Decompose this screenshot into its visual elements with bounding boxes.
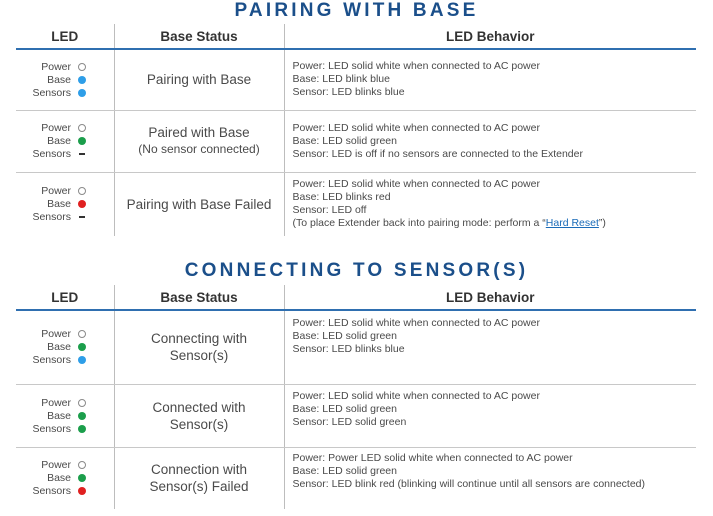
led-power bbox=[16, 459, 86, 472]
led-power bbox=[16, 328, 86, 341]
behavior-line: Power: LED solid white when connected to AC power bbox=[292, 121, 540, 134]
led-sensors-label: Sensors bbox=[32, 422, 71, 435]
behavior-line: Base: LED solid green bbox=[292, 330, 397, 342]
led-blue-icon bbox=[78, 76, 86, 84]
behavior-line: Sensor: LED blinks blue bbox=[292, 343, 405, 355]
header-led: LED bbox=[16, 285, 114, 310]
table-header-row bbox=[16, 24, 696, 49]
behavior-note bbox=[293, 217, 697, 230]
led-base-label: Base bbox=[47, 73, 71, 86]
behavior-line: Base: LED solid green bbox=[292, 464, 397, 477]
led-cell bbox=[16, 172, 114, 236]
status-cell bbox=[114, 110, 284, 172]
section-title-connecting: CONNECTING TO SENSOR(S) bbox=[184, 260, 529, 281]
led-power-label: Power bbox=[41, 328, 71, 341]
led-blue-icon bbox=[78, 89, 86, 97]
led-list bbox=[16, 60, 96, 99]
status-subtext: Sensor(s) bbox=[169, 416, 229, 432]
led-base bbox=[16, 341, 86, 354]
status-text: Connected with bbox=[152, 399, 246, 415]
behavior-line: Power: Power LED solid white when connected to AC power bbox=[292, 451, 573, 464]
led-power bbox=[16, 122, 86, 135]
led-white-icon bbox=[78, 187, 86, 195]
status-text: Pairing with Base bbox=[146, 72, 252, 88]
behavior-cell bbox=[284, 172, 696, 236]
led-sensors bbox=[16, 211, 86, 224]
behavior-cell bbox=[284, 49, 696, 110]
behavior-line: Power: LED solid white when connected to AC power bbox=[292, 60, 540, 73]
led-power-label: Power bbox=[41, 459, 71, 472]
led-power-label: Power bbox=[41, 185, 71, 198]
led-base bbox=[16, 409, 86, 422]
table-row bbox=[16, 384, 696, 447]
status-cell bbox=[114, 447, 284, 509]
led-cell bbox=[16, 310, 114, 384]
header-led: LED bbox=[16, 24, 114, 49]
status-cell bbox=[114, 310, 284, 384]
led-power bbox=[16, 185, 86, 198]
status-subtext: Sensor(s) Failed bbox=[149, 479, 249, 495]
behavior-line: Sensor: LED solid green bbox=[292, 415, 407, 428]
led-sensors-label: Sensors bbox=[32, 211, 71, 224]
led-green-icon bbox=[78, 425, 86, 433]
behavior-cell bbox=[284, 110, 696, 172]
behavior-line: Base: LED blinks red bbox=[292, 191, 391, 204]
led-list bbox=[16, 122, 96, 161]
led-off-dash-icon bbox=[79, 216, 85, 218]
led-base-label: Base bbox=[47, 341, 71, 354]
header-behavior: LED Behavior bbox=[284, 24, 696, 49]
connecting-table bbox=[16, 285, 696, 509]
led-power-label: Power bbox=[41, 60, 71, 73]
led-white-icon bbox=[78, 399, 86, 407]
behavior-line: Sensor: LED off bbox=[292, 204, 367, 217]
led-power bbox=[16, 60, 86, 73]
led-power bbox=[16, 396, 86, 409]
led-base bbox=[16, 198, 86, 211]
led-base bbox=[16, 472, 86, 485]
table-row bbox=[16, 310, 696, 384]
pairing-table bbox=[16, 24, 696, 236]
led-base-label: Base bbox=[47, 409, 71, 422]
led-base bbox=[16, 73, 86, 86]
behavior-cell bbox=[284, 384, 696, 447]
behavior-line: Power: LED solid white when connected to AC power bbox=[292, 389, 540, 402]
behavior-line: Base: LED solid green bbox=[292, 134, 397, 147]
status-cell bbox=[114, 172, 284, 236]
behavior-line: Base: LED blink blue bbox=[292, 73, 390, 86]
header-status: Base Status bbox=[114, 285, 284, 310]
led-cell bbox=[16, 384, 114, 447]
led-base-label: Base bbox=[47, 135, 71, 147]
behavior-line: Sensor: LED blink red (blinking will continue until all sensors are connected) bbox=[292, 477, 646, 490]
note-suffix: ”) bbox=[598, 217, 606, 230]
led-white-icon bbox=[78, 461, 86, 469]
status-text: Pairing with Base Failed bbox=[126, 196, 272, 212]
status-cell bbox=[114, 384, 284, 447]
led-cell bbox=[16, 110, 114, 172]
led-sensors-label: Sensors bbox=[32, 354, 71, 367]
led-blue-icon bbox=[78, 356, 86, 364]
behavior-line: Power: LED solid white when connected to AC power bbox=[292, 178, 540, 191]
led-green-icon bbox=[78, 343, 86, 351]
header-status: Base Status bbox=[114, 24, 284, 49]
table-row bbox=[16, 447, 696, 509]
led-list bbox=[16, 185, 96, 224]
status-text: Connecting with bbox=[150, 331, 248, 347]
led-cell bbox=[16, 447, 114, 509]
status-subtext: Sensor(s) bbox=[169, 348, 229, 364]
led-sensors bbox=[16, 354, 86, 367]
led-sensors-label: Sensors bbox=[32, 148, 71, 160]
led-list bbox=[16, 396, 96, 435]
led-power-label: Power bbox=[41, 396, 71, 409]
led-base bbox=[16, 135, 86, 148]
hard-reset-link[interactable]: Hard Reset bbox=[545, 217, 599, 230]
led-base-label: Base bbox=[47, 198, 71, 211]
note-prefix: (To place Extender back into pairing mode: perform a “ bbox=[292, 217, 546, 230]
behavior-line: Sensor: LED is off if no sensors are connected to the Extender bbox=[292, 147, 583, 160]
status-cell bbox=[114, 49, 284, 110]
led-green-icon bbox=[78, 474, 86, 482]
table-header-row bbox=[16, 285, 696, 310]
behavior-line: Base: LED solid green bbox=[292, 402, 397, 415]
led-red-icon bbox=[78, 200, 86, 208]
led-sensors bbox=[16, 422, 86, 435]
led-green-icon bbox=[78, 137, 86, 145]
led-sensors bbox=[16, 485, 86, 498]
led-base-label: Base bbox=[47, 472, 71, 485]
table-row bbox=[16, 172, 696, 236]
led-cell bbox=[16, 49, 114, 110]
led-list bbox=[16, 459, 96, 498]
led-white-icon bbox=[78, 330, 86, 338]
status-text: Paired with Base bbox=[148, 125, 250, 140]
led-sensors-label: Sensors bbox=[32, 485, 71, 498]
behavior-line: Sensor: LED blinks blue bbox=[292, 86, 405, 99]
header-behavior: LED Behavior bbox=[284, 285, 696, 310]
status-subtext: (No sensor connected) bbox=[138, 142, 260, 156]
led-off-dash-icon bbox=[79, 153, 85, 155]
led-red-icon bbox=[78, 487, 86, 495]
led-green-icon bbox=[78, 412, 86, 420]
led-sensors bbox=[16, 148, 86, 161]
table-row bbox=[16, 110, 696, 172]
led-white-icon bbox=[78, 63, 86, 71]
led-list bbox=[16, 328, 96, 367]
led-sensors-label: Sensors bbox=[32, 86, 71, 99]
led-power-label: Power bbox=[41, 122, 71, 134]
behavior-cell bbox=[284, 310, 696, 384]
status-text: Connection with bbox=[150, 462, 248, 478]
behavior-line: Power: LED solid white when connected to AC power bbox=[292, 317, 540, 329]
behavior-cell bbox=[284, 447, 696, 509]
section-title-pairing: PAIRING WITH BASE bbox=[234, 0, 479, 21]
table-row bbox=[16, 49, 696, 110]
led-sensors bbox=[16, 86, 86, 99]
led-white-icon bbox=[78, 124, 86, 132]
